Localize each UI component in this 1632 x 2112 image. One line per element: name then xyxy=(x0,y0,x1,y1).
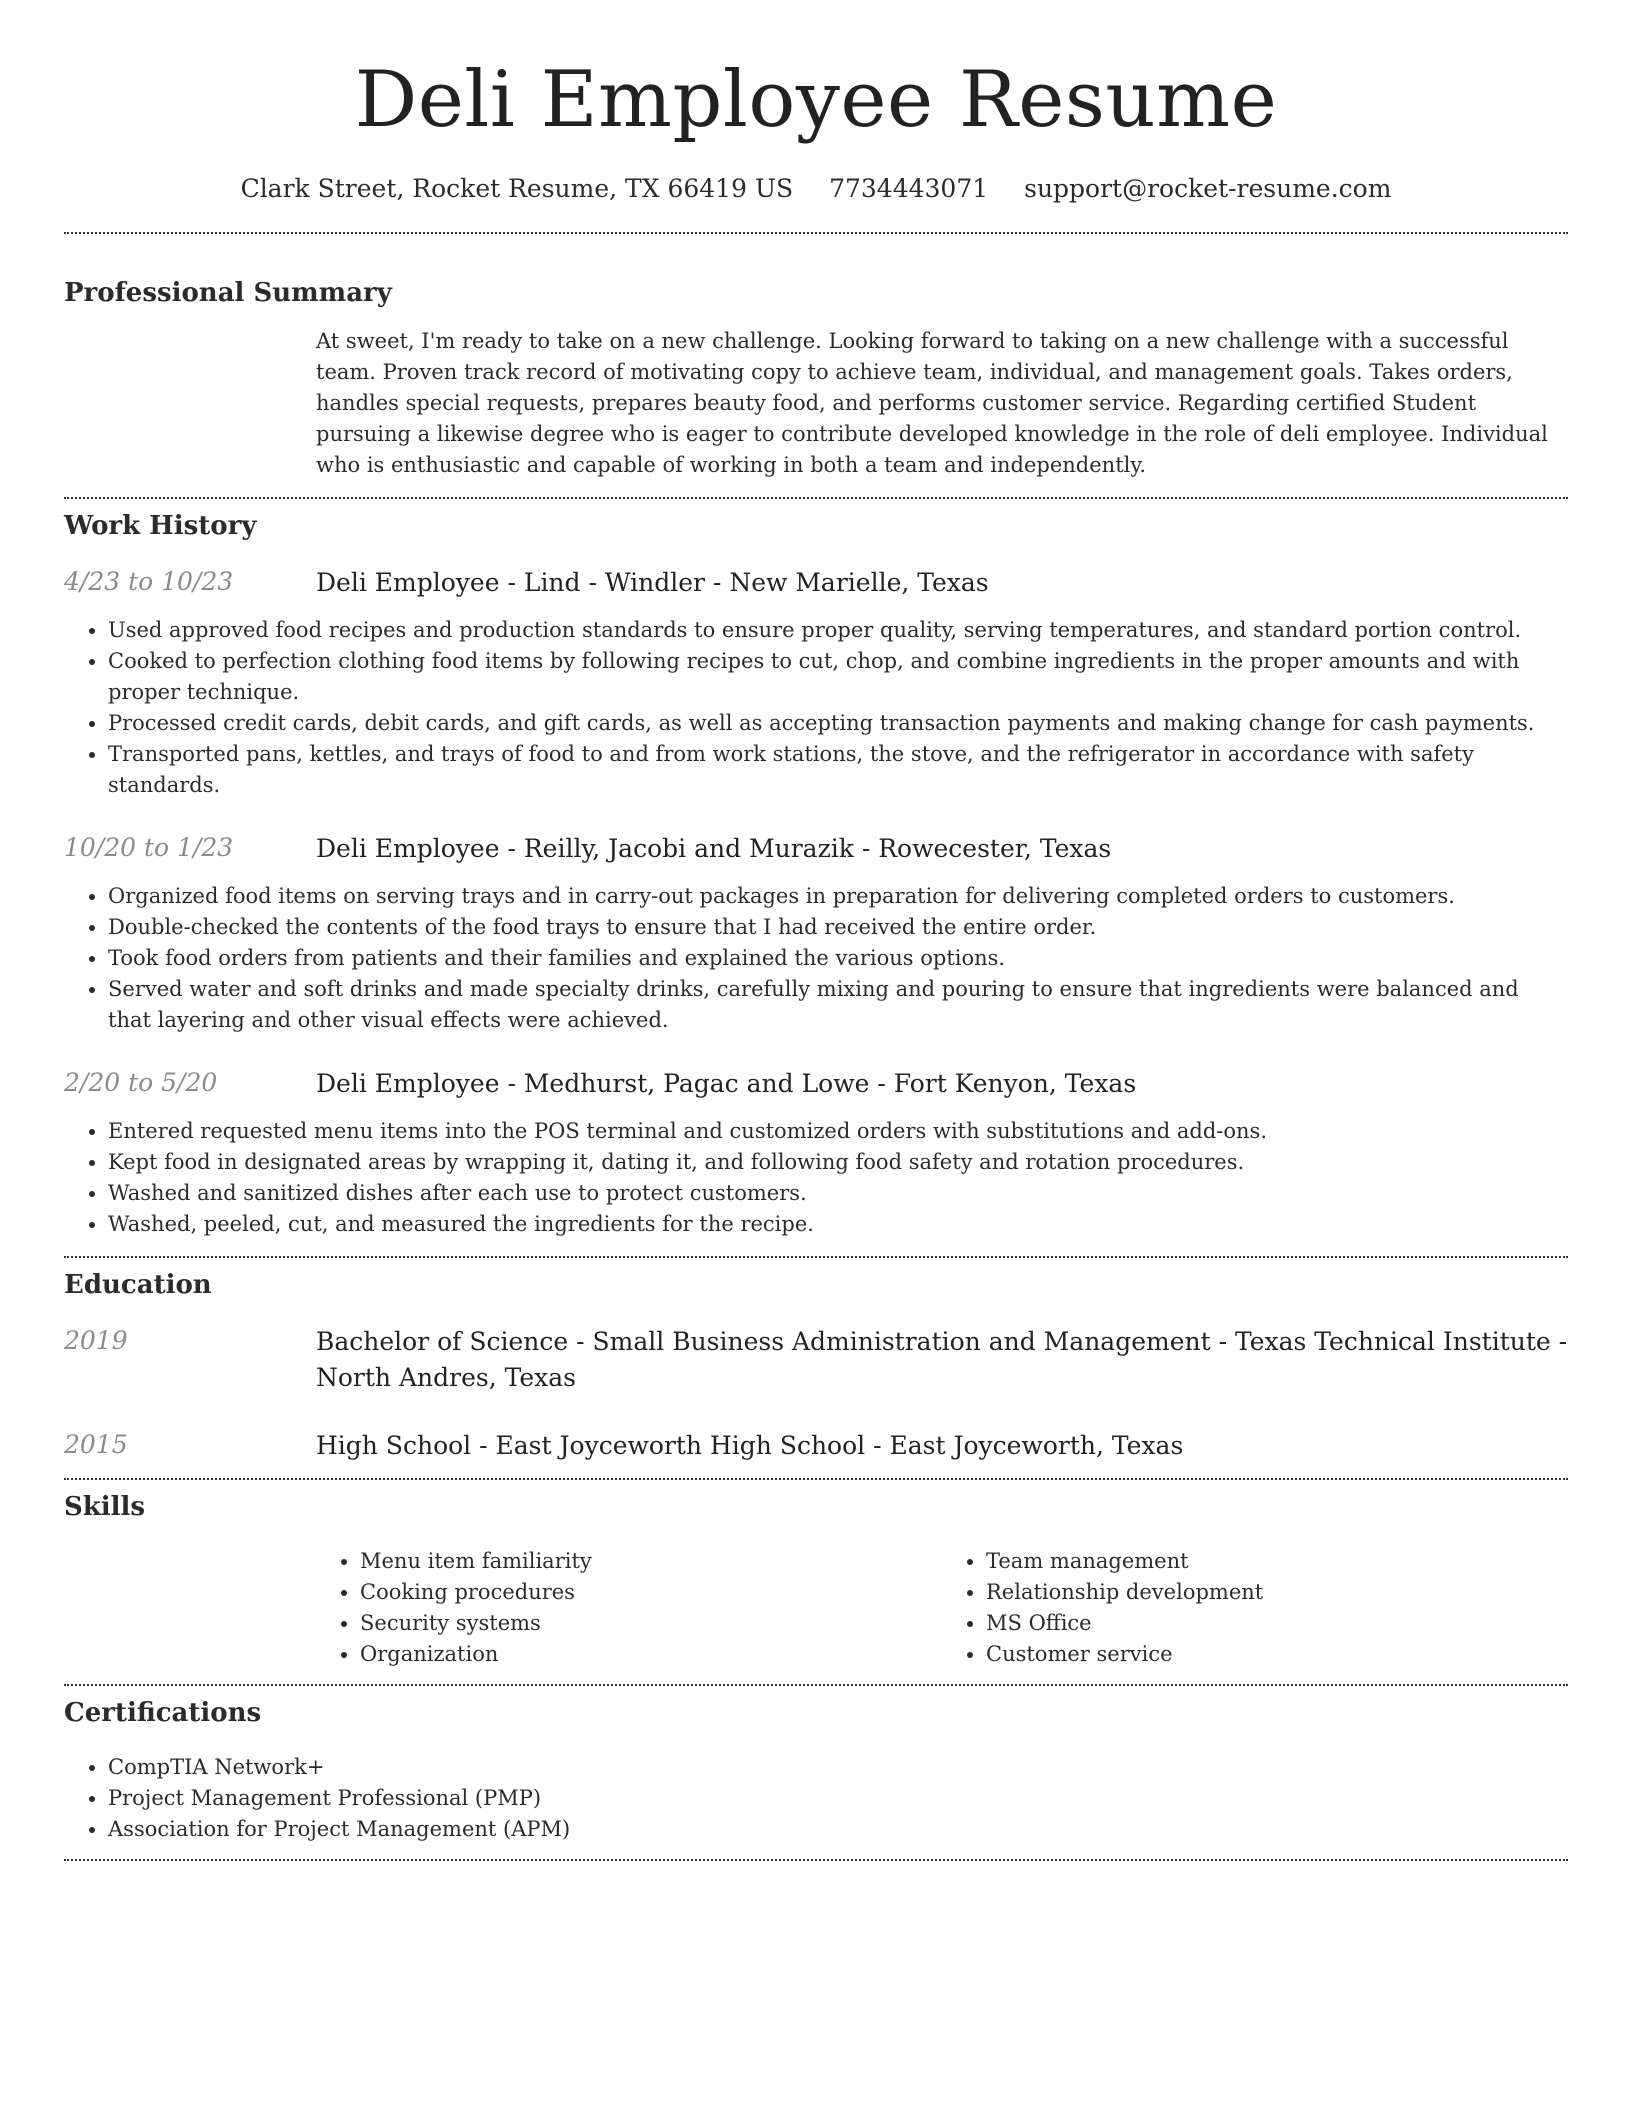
contact-line xyxy=(64,172,1568,206)
job-heading: Deli Employee - Lind - Windler - New Marielle, Texas xyxy=(316,568,989,597)
contact-phone: 7734443071 xyxy=(829,174,989,203)
contact-address: Clark Street, Rocket Resume, TX 66419 US xyxy=(240,174,794,203)
list-item: • Served water and soft drinks and made specialty drinks, carefully mixing and pouring to ensure that ingredients were balanced and that layering and other visual effects were achieved. xyxy=(108,974,1568,1036)
skill-item: • Menu item familiarity xyxy=(360,1546,942,1577)
certifications-list xyxy=(64,1752,1568,1845)
skill-item: • Team management xyxy=(986,1546,1568,1577)
skill-item: • Customer service xyxy=(986,1639,1568,1670)
summary-text: At sweet, I'm ready to take on a new challenge. Looking forward to taking on a new challenge with a successful team. Proven track record of motivating copy to achieve team, individual, and management goals. Takes orders, handles special requests, prepares beauty food, and performs customer service. Regarding certified Student pursuing a likewise degree who is eager to contribute developed knowledge in the role of deli employee. Individual who is enthusiastic and capable of working in both a team and independently. xyxy=(316,329,1548,477)
section-title-skills: Skills xyxy=(64,1492,146,1522)
list-item: • Double-checked the contents of the food trays to ensure that I had received the entire order. xyxy=(108,912,1568,943)
job-dates: 2/20 to 5/20 xyxy=(64,1068,218,1097)
job-bullets xyxy=(64,615,1568,801)
job-entry xyxy=(64,1066,1568,1240)
skills-list-left xyxy=(316,1546,942,1670)
job-heading: Deli Employee - Medhurst, Pagac and Lowe - Fort Kenyon, Texas xyxy=(316,1069,1137,1098)
education-entry xyxy=(64,1428,1568,1464)
skill-item: • Security systems xyxy=(360,1608,942,1639)
divider xyxy=(64,1684,1568,1686)
certifications-section xyxy=(64,1696,1568,1845)
education-heading: Bachelor of Science - Small Business Administration and Management - Texas Technical Institute - North Andres, Texas xyxy=(316,1327,1568,1392)
list-item: • Cooked to perfection clothing food items by following recipes to cut, chop, and combine ingredients in the proper amounts and with proper technique. xyxy=(108,646,1568,708)
divider xyxy=(64,1859,1568,1861)
skills-section xyxy=(64,1490,1568,1670)
skill-item: • Organization xyxy=(360,1639,942,1670)
work-history-section xyxy=(64,509,1568,1240)
education-year: 2015 xyxy=(64,1430,128,1459)
education-section xyxy=(64,1268,1568,1464)
section-title-summary: Professional Summary xyxy=(64,278,392,308)
job-heading: Deli Employee - Reilly, Jacobi and Murazik - Rowecester, Texas xyxy=(316,834,1112,863)
divider xyxy=(64,1478,1568,1480)
education-entry xyxy=(64,1324,1568,1396)
skill-item: • MS Office xyxy=(986,1608,1568,1639)
list-item: • Washed and sanitized dishes after each use to protect customers. xyxy=(108,1178,1568,1209)
skills-list-right xyxy=(942,1546,1568,1670)
list-item: • Entered requested menu items into the POS terminal and customized orders with substitutions and add-ons. xyxy=(108,1116,1568,1147)
education-heading: High School - East Joyceworth High School - East Joyceworth, Texas xyxy=(316,1431,1184,1460)
certification-item: • Association for Project Management (APM) xyxy=(108,1814,1568,1845)
contact-email: support@rocket-resume.com xyxy=(1024,174,1392,203)
skills-columns xyxy=(316,1546,1568,1670)
job-entry xyxy=(64,831,1568,1036)
list-item: • Transported pans, kettles, and trays of food to and from work stations, the stove, and the refrigerator in accordance with safety standards. xyxy=(108,739,1568,801)
job-dates: 4/23 to 10/23 xyxy=(64,567,234,596)
list-item: • Processed credit cards, debit cards, and gift cards, as well as accepting transaction payments and making change for cash payments. xyxy=(108,708,1568,739)
list-item: • Kept food in designated areas by wrapping it, dating it, and following food safety and rotation procedures. xyxy=(108,1147,1568,1178)
list-item: • Used approved food recipes and production standards to ensure proper quality, serving temperatures, and standard portion control. xyxy=(108,615,1568,646)
section-title-work: Work History xyxy=(64,511,257,541)
divider xyxy=(64,232,1568,234)
certification-item: • CompTIA Network+ xyxy=(108,1752,1568,1783)
job-dates: 10/20 to 1/23 xyxy=(64,833,234,862)
job-bullets xyxy=(64,1116,1568,1240)
resume-title: Deli Employee Resume xyxy=(354,55,1278,145)
summary-section xyxy=(64,276,1568,481)
divider xyxy=(64,497,1568,499)
skill-item: • Relationship development xyxy=(986,1577,1568,1608)
job-bullets xyxy=(64,881,1568,1036)
education-year: 2019 xyxy=(64,1326,128,1355)
skill-item: • Cooking procedures xyxy=(360,1577,942,1608)
section-title-education: Education xyxy=(64,1270,212,1300)
section-title-certifications: Certifications xyxy=(64,1698,262,1728)
job-entry xyxy=(64,565,1568,801)
list-item: • Organized food items on serving trays and in carry-out packages in preparation for delivering completed orders to customers. xyxy=(108,881,1568,912)
certification-item: • Project Management Professional (PMP) xyxy=(108,1783,1568,1814)
list-item: • Took food orders from patients and their families and explained the various options. xyxy=(108,943,1568,974)
divider xyxy=(64,1256,1568,1258)
list-item: • Washed, peeled, cut, and measured the ingredients for the recipe. xyxy=(108,1209,1568,1240)
